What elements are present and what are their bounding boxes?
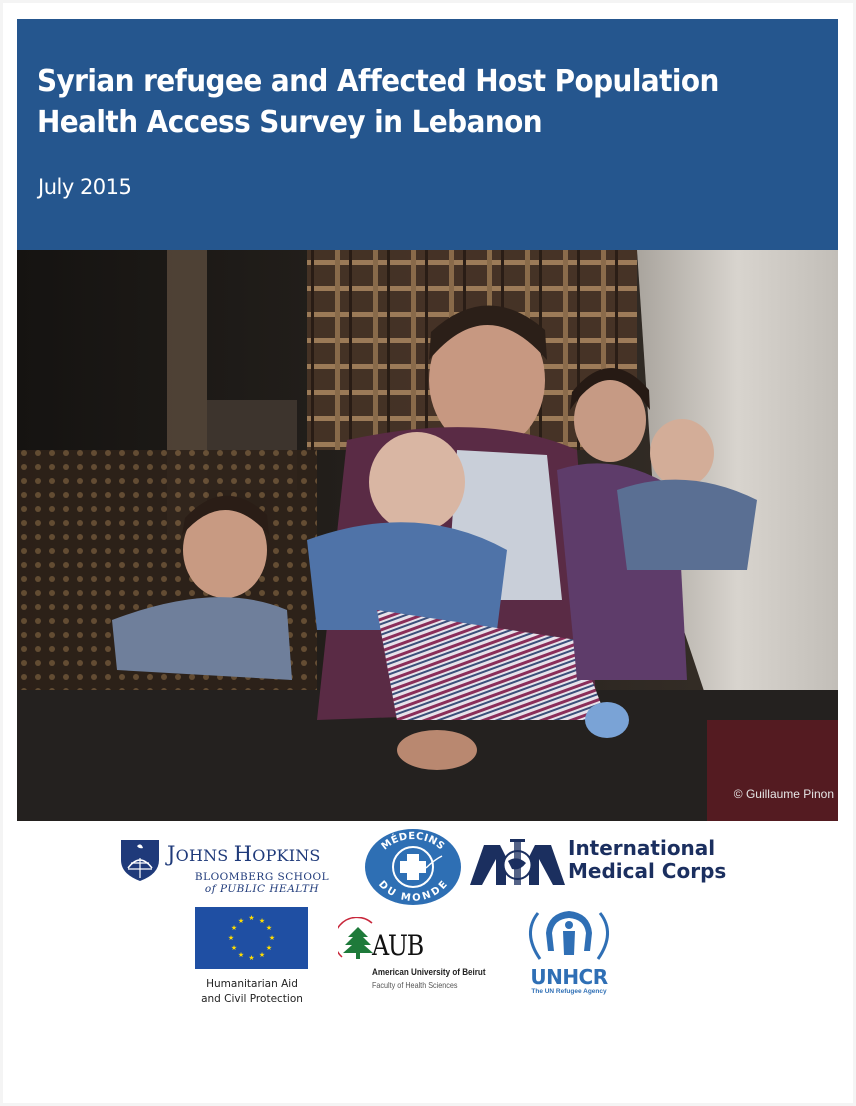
svg-text:★: ★: [230, 944, 238, 952]
aub-logo: [338, 917, 498, 992]
cover-photo: [17, 250, 838, 821]
aub-faculty-name: Faculty of Health Sciences: [372, 980, 458, 990]
unhcr-wordmark: UNHCR: [530, 965, 608, 989]
title-line-1: Syrian refugee and Affected Host Population: [37, 64, 719, 99]
svg-text:★: ★: [248, 954, 255, 962]
svg-text:★: ★: [237, 951, 245, 959]
svg-text:★: ★: [248, 914, 255, 922]
shield-globe-icon: [119, 838, 161, 882]
report-title: [37, 61, 719, 143]
eu-caption: Humanitarian Aid and Civil Protection: [201, 978, 303, 1005]
svg-text:★: ★: [265, 944, 273, 952]
svg-text:★: ★: [230, 924, 238, 932]
cross-dove-icon: [364, 828, 462, 906]
unhcr-logo: [516, 903, 622, 1001]
svg-text:★: ★: [258, 917, 266, 925]
jhu-name: JOHNS HOPKINS: [167, 842, 321, 866]
unhcr-tagline: The UN Refugee Agency: [531, 988, 607, 995]
svg-text:★: ★: [265, 924, 273, 932]
photo-illustration: [17, 250, 838, 821]
svg-text:★: ★: [258, 951, 266, 959]
sheltering-hands-icon: [516, 903, 622, 965]
imc-name: International Medical Corps: [568, 836, 727, 883]
jhu-subtitle: BLOOMBERG SCHOOL of PUBLIC HEALTH: [194, 871, 330, 895]
svg-text:★: ★: [227, 934, 235, 942]
aub-university-name: American University of Beirut: [372, 967, 486, 978]
svg-text:MÉDECINS: MÉDECINS: [379, 830, 447, 853]
imc-globe-m-icon: [470, 837, 565, 887]
svg-text:★: ★: [268, 934, 276, 942]
eu-echo-logo: [195, 907, 309, 1007]
jhu-logo: [119, 838, 359, 893]
mdm-logo: [364, 828, 462, 906]
photo-credit: © Guillaume Pinon: [733, 787, 834, 801]
report-date: July 2015: [38, 175, 132, 199]
svg-text:★: ★: [237, 917, 245, 925]
aub-wordmark: AUB: [372, 929, 423, 962]
eu-flag-icon: [195, 907, 308, 969]
title-line-2: Health Access Survey in Lebanon: [37, 105, 543, 140]
imc-logo: [470, 835, 750, 890]
svg-text:DU MONDE: DU MONDE: [376, 878, 451, 904]
